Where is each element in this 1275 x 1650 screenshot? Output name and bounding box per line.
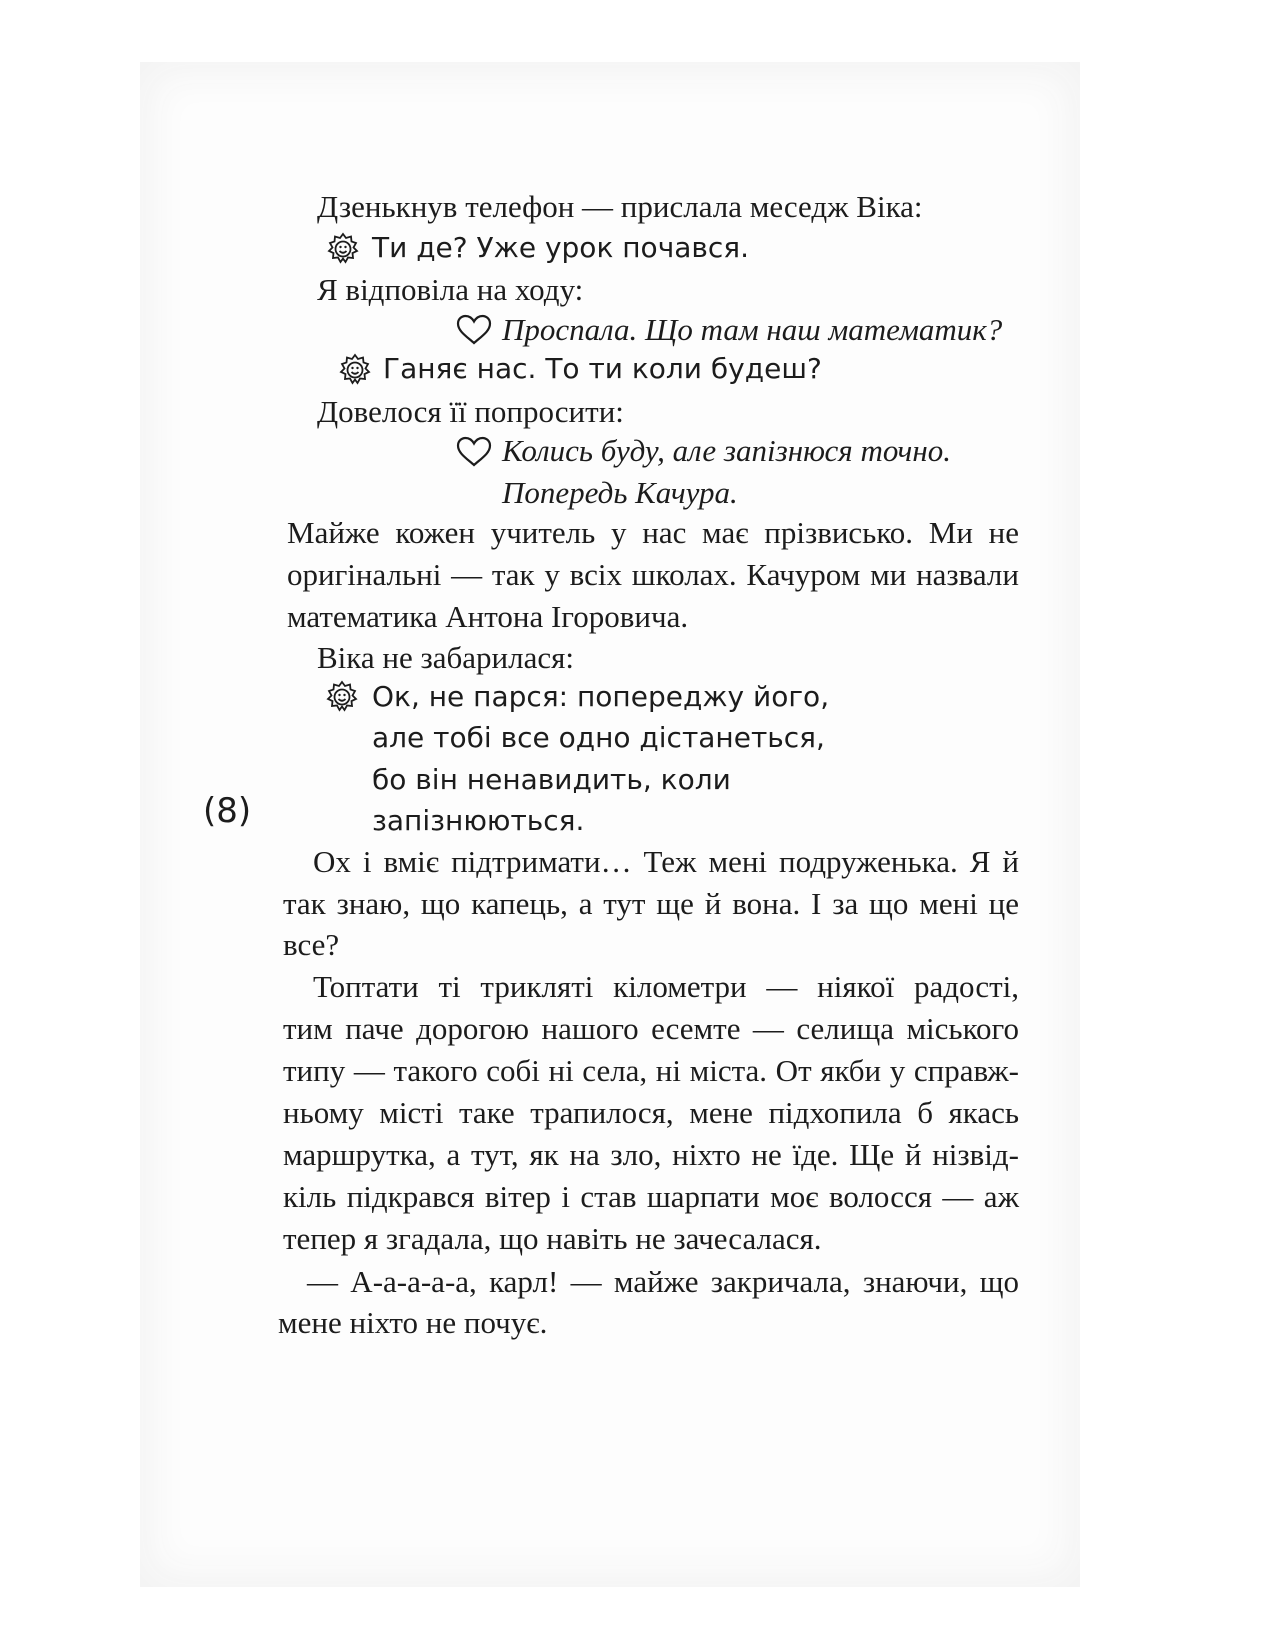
- chat-label-3: Довелося її попросити:: [317, 394, 624, 429]
- smiley-sun-icon: [325, 680, 359, 714]
- heart-icon: [456, 436, 492, 468]
- heart-icon: [456, 314, 492, 346]
- chat-label-1: Дзенькнув телефон — прислала меседж Віка:: [317, 189, 923, 224]
- paragraph-line: тим паче дорогою нашого есемте — селища міського: [283, 1011, 1019, 1046]
- page-number: (8): [203, 791, 252, 831]
- chat-msg-me-2b: Попередь Качура.: [502, 475, 738, 510]
- paragraph-line: все?: [283, 927, 340, 962]
- paragraph-line: маршрутка, а тут, як на зло, ніхто не їде. Ще й нізвід-: [283, 1137, 1019, 1172]
- paragraph-line: Топтати ті трикляті кілометри — ніякої радості,: [313, 969, 1019, 1004]
- chat-label-2: Я відповіла на ходу:: [317, 272, 584, 307]
- paragraph-line: ньому місті таке трапилося, мене підхопила б якась: [283, 1095, 1019, 1130]
- paragraph-line: математика Антона Ігоровича.: [287, 599, 689, 634]
- paragraph-line: тепер я згадала, що навіть не зачесалася.: [283, 1221, 822, 1256]
- paragraph-line: Ох і вміє підтримати… Теж мені подруженька. Я й: [313, 844, 1019, 879]
- chat-msg-vika-3: але тобі все одно дістанеться,: [372, 721, 825, 754]
- chat-label-4: Віка не забарилася:: [317, 640, 574, 675]
- chat-msg-vika-3: Ок, не парся: попереджу його,: [372, 680, 830, 713]
- chat-msg-vika-3: запізнюються.: [372, 804, 585, 837]
- paragraph-line: кіль підкрався вітер і став шарпати моє волосся — аж: [283, 1179, 1019, 1214]
- smiley-sun-icon: [326, 232, 360, 266]
- paragraph-line: мене ніхто не почує.: [278, 1305, 548, 1340]
- chat-msg-vika-2: Ганяє нас. То ти коли будеш?: [383, 352, 822, 385]
- chat-msg-vika-1: Ти де? Уже урок почався.: [372, 231, 750, 264]
- paragraph-line: так знаю, що капець, а тут ще й вона. І за що мені це: [283, 886, 1019, 921]
- paragraph-line: типу — такого собі ні села, ні міста. От якби у справж-: [283, 1053, 1019, 1088]
- paragraph-line: — А-а-а-а-а, карл! — майже закричала, знаючи, що: [307, 1264, 1019, 1299]
- smiley-sun-icon: [338, 353, 372, 387]
- chat-msg-me-1: Проспала. Що там наш математик?: [502, 312, 1003, 347]
- chat-msg-vika-3: бо він ненавидить, коли: [372, 763, 731, 796]
- chat-msg-me-2: Колись буду, але запізнюся точно.: [502, 433, 951, 468]
- paragraph-line: оригінальні — так у всіх школах. Качуром ми назвали: [287, 557, 1019, 592]
- book-page: [140, 62, 1080, 1587]
- paragraph-line: Майже кожен учитель у нас має прізвисько. Ми не: [287, 515, 1019, 550]
